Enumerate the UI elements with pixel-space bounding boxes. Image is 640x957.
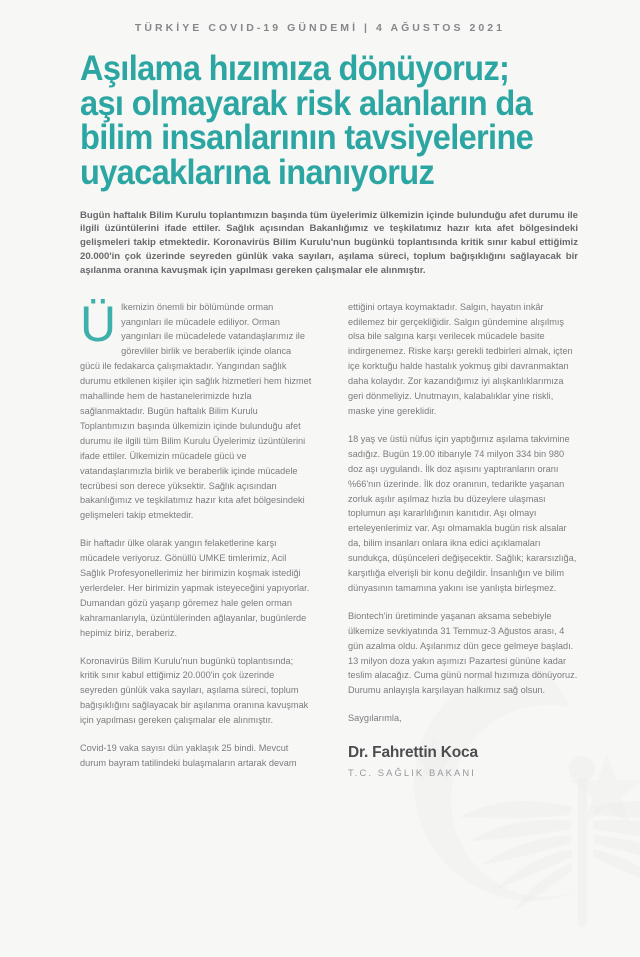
article-columns (80, 295, 580, 780)
signature-block (348, 744, 580, 780)
left-paragraph-4: Covid-19 vaka sayısı dün yaklaşık 25 bindi. Mevcut durum bayram tatilindeki bulaşmaların artarak devam (80, 743, 297, 768)
right-paragraph-2: 18 yaş ve üstü nüfus için yaptığımız aşılama takvimine sadığız. Bugün 19.00 itibarıyle 74 milyon 334 bin 980 doz aşı uygulandı. İlk doz aşısını yaptıranların oranı %66'nın üzerinde. İlk doz oranının, tedarikte yaşanan zorluk aşılır aşılmaz hızla bu düzeylere ulaşması toplumun aşı kararlılığının kanıtıdır. Aşı olmayı erteleyenlerimiz var. Aşı olmamakla bugün risk alsalar da, bilim insanları onlara ikna edici açıklamaları sundukça, düşünceleri değişecektir. Sağlık; kararsızlığa, karşıtlığa elverişli bir konu değildir. İnsanlığın ve bilim dünyasının tamamına yakını ise yanlışta birleşmez. (348, 433, 577, 593)
left-paragraph-2: Bir haftadır ülke olarak yangın felaketlerine karşı mücadele veriyoruz. Gönüllü UMKE timlerimiz, Acil Sağlık Profesyonellerimiz her birimizin koşmak istediği yerlerdeler. Her birimizin yapmak isteyeceğini yapıyorlar. Dumandan gözü yaşarıp göremez hale gelen orman kahramanlarıyla, üzüntülerinden ağlayanlar, bugünlerde hepimiz biriz, beraberiz. (80, 538, 310, 638)
page-title (80, 49, 556, 192)
article-column-right (348, 300, 580, 780)
closing-salutation: Saygılarımla, (348, 713, 402, 724)
headline-line-2: aşı olmayarak risk alanların da (80, 83, 533, 123)
headline-line-3: bilim insanlarının tavsiyelerine (80, 118, 534, 158)
right-paragraph-1: ettiğini ortaya koymaktadır. Salgın, hayatın inkâr edilemez bir gerçekliğidir. Salgın gündemine alışılmış olsa bile salgına karşı verilecek mücadele basite indirgenemez. Riske karşı gerekli tedbirleri almak, içten içe korktuğu halde hastalık yokmuş gibi davranmaktan daha kolaydır. Zor kazandığımız iyi alışkanlıklarımıza geri dönmeliyiz. Unutmayın, kalabalıklar yine riskli, maske yine gereklidir. (348, 301, 573, 416)
signer-name: Dr. Fahrettin Koca (348, 744, 478, 762)
headline-line-4: uyacaklarına inanıyoruz (80, 152, 435, 192)
headline-line-1: Aşılama hızımıza dönüyoruz; (80, 49, 510, 88)
article-column-left (80, 295, 312, 780)
left-paragraph-1: lkemizin önemli bir bölümünde orman yangınları ile mücadele ediliyor. Orman yangınları ile mücadelede vatandaşlarımız ile görevliler birlik ve beraberlik içinde olanca gücü ile fedakarca çalışmaktadır. Yangından sağlık durumu etkilenen kişiler için sağlık hizmetleri hem hizmet mahallinde hem de hastanelerimizde hızla sağlanmaktadır. Bugün haftalık Bilim Kurulu Toplantımızın başında ülkemizin içinde bulunduğu afet durumu ile ilgili tüm Bilim Kurulu Üyelerimiz üzüntülerini ifade ettiler. Ülkemizin mücadele gücü ve vatandaşlarımızla birlik ve beraberlik içinde mücadele tecrübesi son derece yüksektir. Sağlık açısından bakanlığımız ve teşkilatımız hazır kıta afet bölgesindeki gelişmeleri takip etmektedir. (80, 301, 312, 521)
page-kicker: TÜRKİYE COVID-19 GÜNDEMİ | 4 AĞUSTOS 2021 (134, 22, 506, 34)
dropcap-letter: Ü (80, 295, 116, 352)
article-lead-paragraph: Bugün haftalık Bilim Kurulu toplantımızın başında tüm üyelerimiz ülkemizin içinde bulunduğu afet durumu ile ilgili üzüntülerini ifade ettiler. Sağlık açısından Bakanlığımız ve teşkilatımız hazır kıta afet bölgesindeki gelişmeleri takip etmektedir. Koronavirüs Bilim Kurulu'nun bugünkü toplantısında kritik sınır kabul ettiğimiz 20.000'in çok üzerinde seyreden günlük vaka sayıları, aşılama süreci, toplum bağışıklığını sağlayacak bir aşılanma oranına kavuşmak için yapılması gereken çalışmalar ele alınmıştır. (80, 209, 578, 276)
signer-title: T.C. SAĞLIK BAKANI (348, 766, 476, 778)
right-paragraph-3: Biontech'in üretiminde yaşanan aksama sebebiyle ülkemize sevkiyatında 31 Temmuz-3 Ağustos arası, 4 gün azalma oldu. Aşılarımız dün gece gelmeye başladı. 13 milyon doza yakın aşımızı Pazartesi gününe kadar teslim alacağız. Cuma günü normal hızımıza dönüyoruz. Durumu anlayışla karşılayan halkımız sağ olsun. (348, 610, 578, 696)
left-paragraph-3: Koronavirüs Bilim Kurulu'nun bugünkü toplantısında; kritik sınır kabul ettiğimiz 20.000'in çok üzerinde seyreden günlük vaka sayıları, aşılama süreci, toplum bağışıklığını sağlayacak bir aşılanma oranına kavuşmak için yapılması gereken çalışmalar ele alınmıştır. (80, 655, 309, 726)
paragraph-with-dropcap (80, 295, 312, 524)
